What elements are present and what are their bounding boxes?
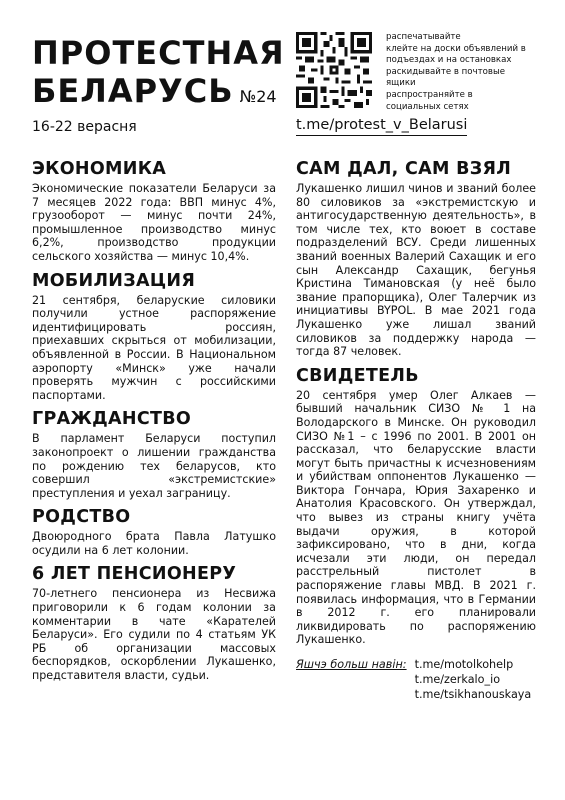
masthead-title-line1: ПРОТЕСТНАЯ (32, 34, 285, 72)
more-news-links (415, 657, 532, 702)
issue-dates: 16-22 верасня (32, 119, 137, 135)
section-heading: РОДСТВО (32, 507, 131, 528)
section-body: Экономические показатели Беларуси за 7 месяцев 2022 года: ВВП минус 4%, грузооборот — минус почти 24%, промышленное производство минус 6,2%, производство продукции сельского хозяйства — минус 10,4%. (32, 182, 276, 263)
section-kinship (32, 506, 276, 557)
section-heading: ЭКОНОМИКА (32, 159, 167, 179)
cta-line: социальных сетях (386, 101, 469, 112)
section-gave-and-took (296, 158, 536, 359)
issue-number: №24 (239, 87, 277, 106)
cta-line: ящики (386, 78, 416, 89)
section-heading: САМ ДАЛ, САМ ВЗЯЛ (296, 159, 512, 179)
section-body: В парламент Беларуси поступил законопроект о лишении гражданства по рождению тех беларусов, кто совершил «экстремистские» преступления и уехал заграницу. (32, 432, 276, 500)
section-economy (32, 158, 276, 264)
section-heading: 6 ЛЕТ ПЕНСИОНЕРУ (32, 564, 237, 585)
more-news-label: Яшчэ больш навін: (296, 658, 407, 671)
section-heading: ГРАЖДАНСТВО (32, 409, 192, 430)
cta-line: подъездах и на остановках (386, 55, 512, 66)
left-column (32, 158, 276, 689)
cta-line: раскидывайте в почтовые (386, 66, 506, 77)
masthead (32, 34, 285, 116)
section-body: Лукашенко лишил чинов и званий более 80 силовиков за «экстремистскую и антигосударственную деятельность», в том числе тех, кто воюет в составе подразделений ВСУ. Среди лишенных званий военных Валерий Сахащик и его сын Александр Сахащик, бегунья Кристина Тимановская (у неё было звание прапорщика), Олег Талерчик из инициативы BYPOL. В мае 2021 года Лукашенко уже лишал званий силовиков за поддержку народа — тогда 87 человек. (296, 182, 536, 359)
news-link[interactable]: t.me/zerkalo_io (414, 673, 501, 686)
more-news (296, 657, 536, 702)
qr-code-icon[interactable] (296, 32, 372, 108)
section-witness (296, 365, 536, 647)
section-body: 20 сентября умер Олег Алкаев — бывший начальник СИЗО № 1 на Володарского в Минске. Он руководил СИЗО №1 – с 1996 по 2001. В 2001 он рассказал, что беларусские власти могут быть причастны к исчезновениям и убийствам оппонентов Лукашенко — Виктора Гончара, Юрия Захаренко и Анатолия Красовского. Он утверждал, что вывез из страны книгу учёта выдачи оружия, в которой зафиксировано, что в дни, когда исчезали эти люди, он передал расстрельный пистолет в распоряжение главы МВД. В 2021 г. появилась информация, что в Германии в 2012 г. его планировали ликвидировать по распоряжению Лукашенко. (296, 388, 536, 647)
right-column (296, 158, 536, 702)
news-link[interactable]: t.me/tsikhanouskaya (414, 688, 532, 701)
cta-line: клейте на доски объявлений в (386, 43, 526, 54)
news-link[interactable]: t.me/motolkohelp (414, 658, 514, 671)
masthead-title-line2: БЕЛАРУСЬ (32, 72, 234, 110)
cta-line: распечатывайте (386, 32, 461, 42)
telegram-channel-link[interactable]: t.me/protest_v_Belarusi (296, 117, 467, 136)
section-heading: МОБИЛИЗАЦИЯ (32, 270, 196, 291)
section-citizenship (32, 408, 276, 500)
section-body: 70-летнего пенсионера из Несвижа приговорили к 6 годам колонии за комментарии в чате «Карателей Беларуси». Его судили по 4 статьям УК РБ об организации массовых беспорядков, оскорблении Лукашенко, представителя власти, судьи. (32, 587, 276, 683)
section-pensioner (32, 563, 276, 682)
section-heading: СВИДЕТЕЛЬ (296, 365, 419, 386)
cta-instructions (386, 32, 546, 113)
section-body: 21 сентября, беларуские силовики получили устное распоряжение идентифицировать россиян, приехавших скрыться от мобилизации, объявленной в России. В Национальном аэропорту «Минск» уже начали проверять мужчин с российскими паспортами. (32, 293, 276, 402)
masthead-title-line2-row (32, 72, 282, 116)
section-mobilization (32, 270, 276, 403)
cta-line: распространяйте в (386, 89, 473, 100)
section-body: Двоюродного брата Павла Латушко осудили на 6 лет колонии. (32, 530, 276, 557)
